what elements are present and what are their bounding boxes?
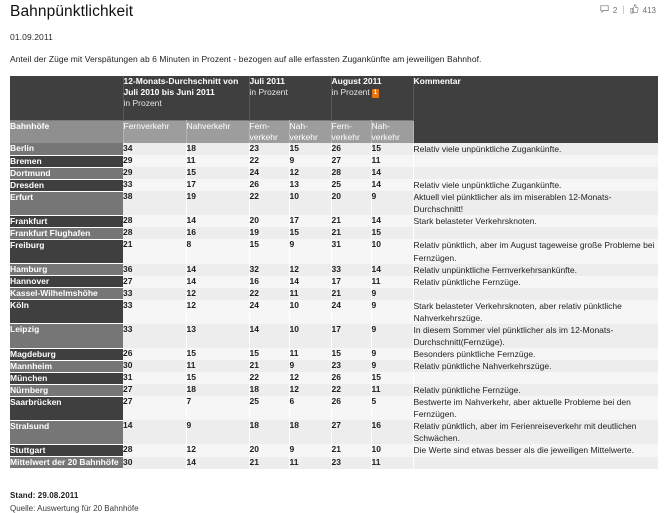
cell-jul-fern: 23	[249, 143, 289, 155]
cell-kommentar	[413, 227, 658, 239]
cell-aug-fern: 21	[331, 288, 371, 300]
cell-aug-fern: 27	[331, 155, 371, 167]
header-sub-august-fernverkehr: Fern-verkehr	[331, 121, 371, 144]
table-row	[10, 348, 658, 360]
cell-avg-nah: 11	[186, 360, 249, 372]
table-row	[10, 215, 658, 227]
cell-station-name: Stralsund	[10, 420, 123, 444]
table-row	[10, 191, 658, 215]
cell-station-name: Mannheim	[10, 360, 123, 372]
cell-kommentar: Relativ viele unpünktliche Zugankünfte.	[413, 179, 658, 191]
cell-avg-fern: 29	[123, 155, 186, 167]
cell-kommentar: Relativ pünktlich, aber im Ferienreiseverkehr mit deutlichen Schwächen.	[413, 420, 658, 444]
punctuality-table	[10, 76, 658, 469]
cell-aug-nah: 11	[371, 384, 413, 396]
cell-jul-nah: 15	[289, 143, 331, 155]
cell-jul-nah: 11	[289, 288, 331, 300]
cell-jul-nah: 12	[289, 264, 331, 276]
cell-avg-nah: 18	[186, 384, 249, 396]
cell-station-name: Köln	[10, 300, 123, 324]
cell-jul-fern: 19	[249, 227, 289, 239]
cell-avg-fern: 36	[123, 264, 186, 276]
comment-count: 2	[612, 5, 618, 15]
cell-aug-fern: 17	[331, 276, 371, 288]
cell-aug-fern: 26	[331, 143, 371, 155]
cell-avg-nah: 11	[186, 155, 249, 167]
cell-aug-nah: 9	[371, 300, 413, 324]
header-group-12-month-average	[123, 76, 249, 121]
header-group-august	[331, 76, 413, 121]
cell-avg-fern: 28	[123, 444, 186, 456]
cell-jul-nah: 12	[289, 167, 331, 179]
cell-avg-nah: 9	[186, 420, 249, 444]
cell-station-name: Kassel-Wilhelmshöhe	[10, 288, 123, 300]
cell-avg-nah: 15	[186, 372, 249, 384]
header-group-july	[249, 76, 331, 121]
cell-kommentar: In diesem Sommer viel pünktlicher als im 12-Monats-Durchschnitt(Fernzüge).	[413, 324, 658, 348]
cell-avg-fern: 27	[123, 276, 186, 288]
cell-station-name: Erfurt	[10, 191, 123, 215]
cell-jul-fern: 22	[249, 155, 289, 167]
header-group-august-title: August 2011	[331, 76, 382, 86]
cell-avg-fern: 28	[123, 227, 186, 239]
cell-station-name: Magdeburg	[10, 348, 123, 360]
cell-jul-fern: 18	[249, 420, 289, 444]
cell-aug-fern: 17	[331, 324, 371, 348]
meta-separator: |	[622, 4, 625, 14]
cell-aug-fern: 21	[331, 227, 371, 239]
cell-jul-nah: 11	[289, 348, 331, 360]
cell-avg-nah: 18	[186, 143, 249, 155]
cell-jul-nah: 12	[289, 384, 331, 396]
cell-aug-nah: 16	[371, 420, 413, 444]
cell-kommentar	[413, 457, 658, 469]
cell-aug-nah: 14	[371, 215, 413, 227]
cell-kommentar: Relativ pünktliche Nahverkehrszüge.	[413, 360, 658, 372]
cell-kommentar: Bestwerte im Nahverkehr, aber aktuelle Probleme bei den Fernzügen.	[413, 396, 658, 420]
cell-jul-fern: 32	[249, 264, 289, 276]
header-group-12-month-average-title: 12-Monats-Durchschnitt von Juli 2010 bis Juni 2011	[123, 76, 239, 98]
thumbs-up-icon[interactable]	[630, 4, 639, 14]
table-row	[10, 227, 658, 239]
cell-station-name: München	[10, 372, 123, 384]
cell-jul-fern: 22	[249, 372, 289, 384]
table-row	[10, 167, 658, 179]
cell-jul-fern: 24	[249, 300, 289, 324]
cell-aug-fern: 31	[331, 239, 371, 263]
cell-aug-nah: 9	[371, 360, 413, 372]
header-sub-august-nahverkehr: Nah-verkehr	[371, 121, 413, 144]
publish-date: 01.09.2011	[10, 32, 53, 42]
cell-jul-fern: 25	[249, 396, 289, 420]
cell-kommentar: Relativ pünktlich, aber im August tageweise große Probleme bei Fernzügen.	[413, 239, 658, 263]
cell-avg-nah: 12	[186, 300, 249, 324]
cell-jul-nah: 9	[289, 239, 331, 263]
cell-avg-fern: 33	[123, 300, 186, 324]
cell-jul-nah: 6	[289, 396, 331, 420]
cell-avg-fern: 14	[123, 420, 186, 444]
cell-station-name: Dresden	[10, 179, 123, 191]
cell-jul-fern: 20	[249, 215, 289, 227]
cell-aug-nah: 9	[371, 348, 413, 360]
cell-aug-nah: 10	[371, 444, 413, 456]
cell-avg-nah: 17	[186, 179, 249, 191]
cell-aug-nah: 11	[371, 457, 413, 469]
table-row	[10, 239, 658, 263]
cell-avg-nah: 19	[186, 191, 249, 215]
cell-aug-fern: 23	[331, 457, 371, 469]
comment-icon[interactable]	[600, 5, 609, 14]
header-group-august-unit: in Prozent	[331, 87, 370, 98]
cell-avg-nah: 15	[186, 167, 249, 179]
cell-aug-nah: 9	[371, 324, 413, 348]
cell-jul-nah: 9	[289, 444, 331, 456]
cell-aug-nah: 14	[371, 264, 413, 276]
cell-avg-fern: 27	[123, 396, 186, 420]
header-sub-july-nahverkehr: Nah-verkehr	[289, 121, 331, 144]
cell-jul-fern: 26	[249, 179, 289, 191]
cell-avg-fern: 31	[123, 372, 186, 384]
table-header-sub-row	[10, 121, 658, 144]
page-header	[10, 0, 658, 26]
cell-aug-nah: 10	[371, 239, 413, 263]
cell-avg-fern: 21	[123, 239, 186, 263]
cell-station-name: Saarbrücken	[10, 396, 123, 420]
cell-jul-fern: 18	[249, 384, 289, 396]
table-row	[10, 372, 658, 384]
cell-kommentar: Relativ unpünktliche Fernverkehrsankünfte.	[413, 264, 658, 276]
cell-station-name: Bremen	[10, 155, 123, 167]
cell-kommentar: Relativ viele unpünktliche Zugankünfte.	[413, 143, 658, 155]
table-row	[10, 360, 658, 372]
table-row	[10, 444, 658, 456]
cell-kommentar	[413, 167, 658, 179]
table-row	[10, 276, 658, 288]
table-body	[10, 143, 658, 469]
cell-jul-fern: 21	[249, 457, 289, 469]
cell-aug-nah: 9	[371, 191, 413, 215]
header-sub-kommentar	[413, 121, 658, 144]
cell-aug-nah: 15	[371, 227, 413, 239]
cell-jul-nah: 9	[289, 360, 331, 372]
page-title: Bahnpünktlichkeit	[10, 3, 134, 20]
cell-avg-nah: 12	[186, 444, 249, 456]
cell-aug-fern: 24	[331, 300, 371, 324]
cell-kommentar: Relativ pünktliche Fernzüge.	[413, 276, 658, 288]
header-group-12-month-average-unit: in Prozent	[123, 98, 162, 109]
cell-aug-fern: 21	[331, 444, 371, 456]
cell-avg-nah: 8	[186, 239, 249, 263]
table-head	[10, 76, 658, 143]
cell-kommentar: Relativ pünktliche Fernzüge.	[413, 384, 658, 396]
article-lede: Anteil der Züge mit Verspätungen ab 6 Minuten in Prozent - bezogen auf alle erfassten Zugankünfte am jeweiligen Bahnhof.	[10, 54, 482, 64]
header-group-august-unit-wrap	[332, 87, 413, 99]
cell-station-name: Berlin	[10, 143, 123, 155]
cell-jul-nah: 12	[289, 372, 331, 384]
cell-kommentar	[413, 155, 658, 167]
cell-kommentar	[413, 372, 658, 384]
cell-station-name: Frankfurt Flughafen	[10, 227, 123, 239]
table-row	[10, 396, 658, 420]
cell-station-name: Mittelwert der 20 Bahnhöfe	[10, 457, 123, 469]
cell-jul-fern: 15	[249, 348, 289, 360]
cell-jul-nah: 10	[289, 324, 331, 348]
header-sub-stations: Bahnhöfe	[10, 121, 123, 144]
punctuality-table-wrapper	[10, 76, 658, 469]
source-note: Quelle: Auswertung für 20 Bahnhöfe	[10, 504, 139, 513]
cell-aug-fern: 25	[331, 179, 371, 191]
cell-avg-fern: 27	[123, 384, 186, 396]
table-row	[10, 143, 658, 155]
table-row	[10, 384, 658, 396]
table-footer	[10, 491, 658, 513]
cell-jul-fern: 20	[249, 444, 289, 456]
table-row	[10, 179, 658, 191]
cell-aug-nah: 14	[371, 179, 413, 191]
table-row	[10, 457, 658, 469]
header-sub-july-fernverkehr: Fern-verkehr	[249, 121, 289, 144]
cell-avg-fern: 33	[123, 324, 186, 348]
cell-jul-nah: 14	[289, 276, 331, 288]
cell-jul-fern: 22	[249, 288, 289, 300]
footnote-badge[interactable]: 1	[373, 90, 378, 97]
cell-aug-fern: 23	[331, 360, 371, 372]
cell-jul-nah: 10	[289, 300, 331, 324]
cell-kommentar: Stark belasteter Verkehrsknoten, aber relativ pünktliche Nahverkehrszüge.	[413, 300, 658, 324]
cell-aug-nah: 15	[371, 372, 413, 384]
header-blank-stations	[10, 76, 123, 121]
cell-station-name: Nürnberg	[10, 384, 123, 396]
cell-aug-fern: 26	[331, 372, 371, 384]
cell-aug-nah: 11	[371, 276, 413, 288]
cell-aug-fern: 33	[331, 264, 371, 276]
header-sub-avg-fernverkehr: Fernverkehr	[123, 121, 186, 144]
cell-aug-fern: 27	[331, 420, 371, 444]
cell-jul-nah: 10	[289, 191, 331, 215]
cell-avg-nah: 15	[186, 348, 249, 360]
cell-aug-fern: 21	[331, 215, 371, 227]
stand-date: Stand: 29.08.2011	[10, 491, 79, 501]
cell-avg-nah: 16	[186, 227, 249, 239]
cell-aug-fern: 26	[331, 396, 371, 420]
cell-jul-nah: 11	[289, 457, 331, 469]
like-count: 413	[642, 5, 656, 15]
cell-jul-fern: 15	[249, 239, 289, 263]
cell-avg-fern: 33	[123, 179, 186, 191]
cell-kommentar: Besonders pünktliche Fernzüge.	[413, 348, 658, 360]
cell-avg-fern: 34	[123, 143, 186, 155]
cell-avg-fern: 33	[123, 288, 186, 300]
cell-aug-fern: 15	[331, 348, 371, 360]
cell-station-name: Frankfurt	[10, 215, 123, 227]
cell-jul-fern: 24	[249, 167, 289, 179]
cell-kommentar: Stark belasteter Verkehrsknoten.	[413, 215, 658, 227]
header-group-july-title: Juli 2011	[249, 76, 285, 86]
cell-aug-fern: 28	[331, 167, 371, 179]
cell-avg-fern: 26	[123, 348, 186, 360]
cell-jul-fern: 16	[249, 276, 289, 288]
cell-station-name: Stuttgart	[10, 444, 123, 456]
cell-aug-nah: 9	[371, 288, 413, 300]
cell-aug-nah: 11	[371, 155, 413, 167]
cell-aug-nah: 5	[371, 396, 413, 420]
cell-avg-fern: 29	[123, 167, 186, 179]
cell-jul-fern: 22	[249, 191, 289, 215]
table-row	[10, 324, 658, 348]
cell-avg-fern: 30	[123, 360, 186, 372]
cell-kommentar	[413, 288, 658, 300]
cell-station-name: Dortmund	[10, 167, 123, 179]
cell-avg-nah: 14	[186, 276, 249, 288]
cell-avg-fern: 28	[123, 215, 186, 227]
header-sub-avg-nahverkehr: Nahverkehr	[186, 121, 249, 144]
cell-avg-nah: 13	[186, 324, 249, 348]
table-row	[10, 264, 658, 276]
cell-jul-nah: 15	[289, 227, 331, 239]
cell-station-name: Freiburg	[10, 239, 123, 263]
cell-avg-fern: 30	[123, 457, 186, 469]
table-row	[10, 288, 658, 300]
engagement-meta	[600, 4, 656, 14]
cell-jul-nah: 17	[289, 215, 331, 227]
table-row	[10, 155, 658, 167]
cell-avg-nah: 14	[186, 215, 249, 227]
cell-jul-fern: 21	[249, 360, 289, 372]
cell-aug-nah: 14	[371, 167, 413, 179]
header-group-kommentar: Kommentar	[413, 76, 658, 121]
cell-jul-nah: 9	[289, 155, 331, 167]
cell-kommentar: Aktuell viel pünktlicher als im miserablen 12-Monats-Durchschnitt!	[413, 191, 658, 215]
cell-jul-nah: 18	[289, 420, 331, 444]
header-group-july-unit: in Prozent	[249, 87, 288, 98]
cell-aug-fern: 20	[331, 191, 371, 215]
table-row	[10, 420, 658, 444]
cell-avg-fern: 38	[123, 191, 186, 215]
cell-avg-nah: 14	[186, 457, 249, 469]
cell-station-name: Hannover	[10, 276, 123, 288]
table-header-group-row	[10, 76, 658, 121]
cell-jul-fern: 14	[249, 324, 289, 348]
table-row	[10, 300, 658, 324]
cell-avg-nah: 12	[186, 288, 249, 300]
cell-jul-nah: 13	[289, 179, 331, 191]
cell-station-name: Leipzig	[10, 324, 123, 348]
cell-aug-nah: 15	[371, 143, 413, 155]
cell-aug-fern: 22	[331, 384, 371, 396]
cell-avg-nah: 14	[186, 264, 249, 276]
cell-avg-nah: 7	[186, 396, 249, 420]
cell-kommentar: Die Werte sind etwas besser als die jeweiligen Mittelwerte.	[413, 444, 658, 456]
cell-station-name: Hamburg	[10, 264, 123, 276]
